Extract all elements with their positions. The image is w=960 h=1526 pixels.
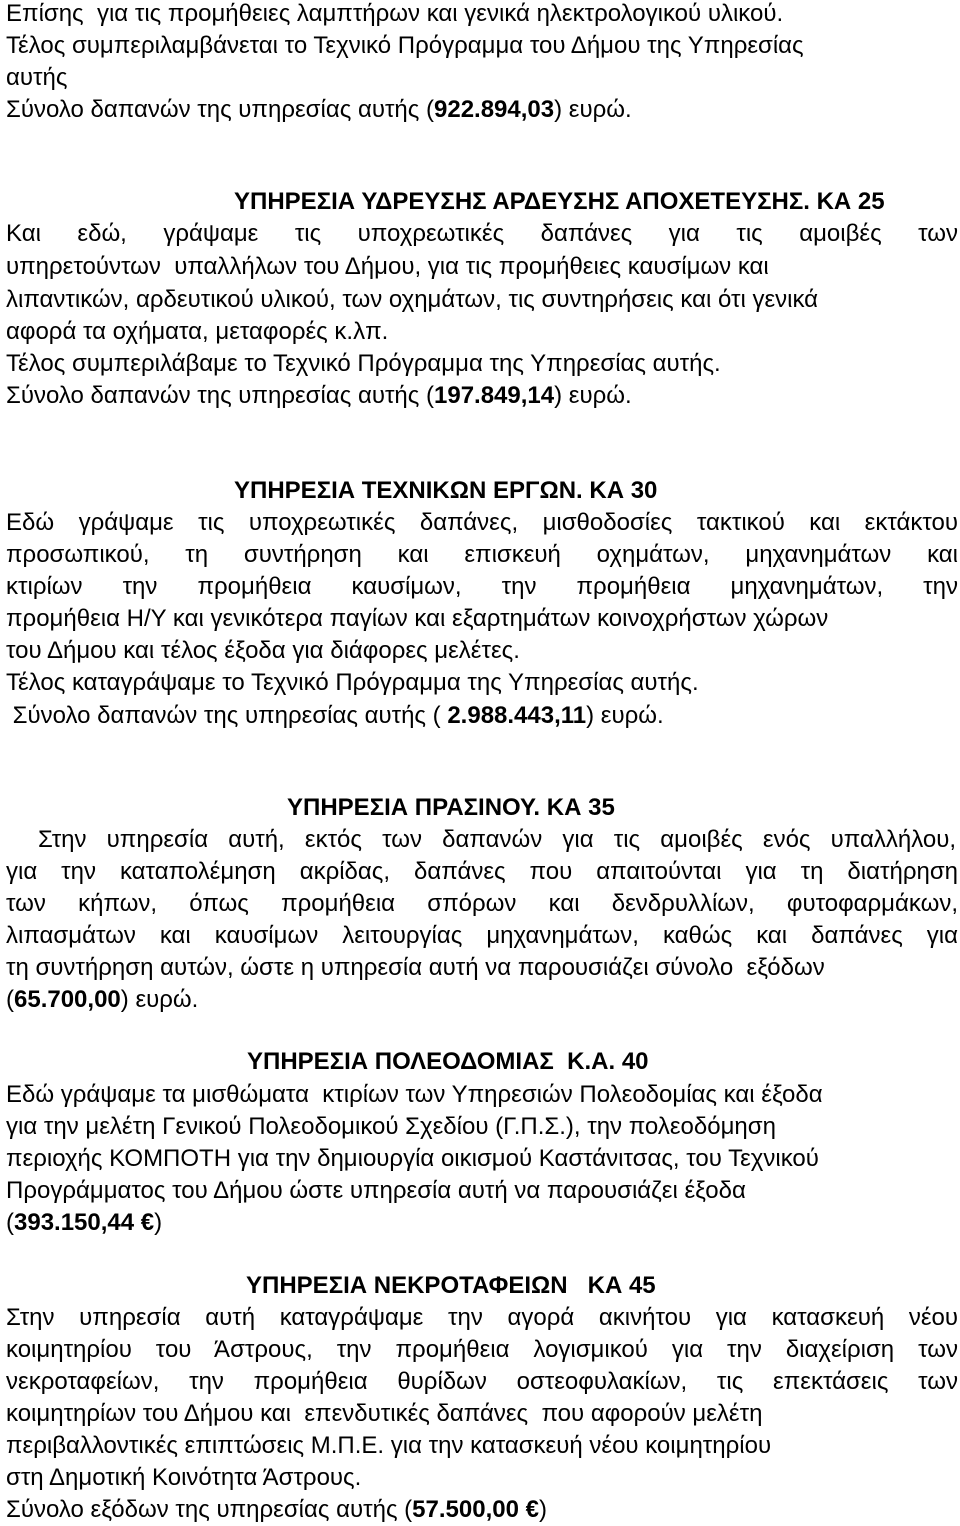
section-40-line-2: για την μελέτη Γενικού Πολεοδομικού Σχεδίου (Γ.Π.Σ.), την πολεοδόμηση [6, 1113, 776, 1140]
section-45-line-3: νεκροταφείων, την προμήθεια θυρίδων οστεοφυλακίων, τις επεκτάσεις των [6, 1368, 958, 1395]
section-30-heading: ΥΠΗΡΕΣΙΑ ΤΕΧΝΙΚΩΝ ΕΡΓΩΝ. ΚΑ 30 [234, 477, 658, 504]
section-25-total [6, 382, 958, 410]
section-30-total-suffix: ) ευρώ. [586, 702, 664, 729]
section-35-line-4: λιπασμάτων και καυσίμων λειτουργίας μηχανημάτων, καθώς και δαπάνες για [6, 922, 958, 949]
intro-line-2: Τέλος συμπεριλαμβάνεται το Τεχνικό Πρόγραμμα του Δήμου της Υπηρεσίας [6, 32, 804, 59]
section-45-total-amount: 57.500,00 € [412, 1496, 539, 1523]
section-45-total-suffix: ) [538, 1496, 547, 1523]
section-25-line-5: Τέλος συμπεριλάβαμε το Τεχνικό Πρόγραμμα της Υπηρεσίας αυτής. [6, 350, 721, 377]
section-45-line-1: Στην υπηρεσία αυτή καταγράψαμε την αγορά ακινήτου για κατασκευή νέου [6, 1304, 958, 1331]
section-40-total-prefix: ( [6, 1209, 14, 1236]
section-25-line-3: λιπαντικών, αρδευτικού υλικού, των οχημάτων, τις συντηρήσεις και ότι γενικά [6, 286, 819, 313]
section-35-line-3: των κήπων, όπως προμήθεια σπόρων και δενδρυλλίων, φυτοφαρμάκων, [6, 890, 958, 917]
section-25-heading: ΥΠΗΡΕΣΙΑ ΥΔΡΕΥΣΗΣ ΑΡΔΕΥΣΗΣ ΑΠΟΧΕΤΕΥΣΗΣ. ΚΑ 25 [234, 188, 885, 215]
section-45-total [6, 1496, 958, 1524]
section-40-total [6, 1209, 958, 1237]
section-30-line-5: του Δήμου και τέλος έξοδα για διάφορες μελέτες. [6, 637, 520, 664]
section-45-line-6: στη Δημοτική Κοινότητα Άστρους. [6, 1464, 362, 1491]
section-30-line-6: Τέλος καταγράψαμε το Τεχνικό Πρόγραμμα της Υπηρεσίας αυτής. [6, 669, 699, 696]
section-45-heading: ΥΠΗΡΕΣΙΑ ΝΕΚΡΟΤΑΦΕΙΩΝ ΚΑ 45 [246, 1272, 656, 1299]
section-35-total-suffix: ) ευρώ. [120, 986, 199, 1013]
section-35-total-prefix: ( [6, 986, 14, 1013]
section-30-line-1: Εδώ γράψαμε τις υποχρεωτικές δαπάνες, μισθοδοσίες τακτικού και εκτάκτου [6, 509, 958, 536]
section-40-total-suffix: ) [154, 1209, 163, 1236]
section-25-total-prefix: Σύνολο δαπανών της υπηρεσίας αυτής ( [6, 382, 434, 409]
section-30-total-amount: 2.988.443,11 [447, 702, 587, 729]
section-35-total [6, 986, 958, 1014]
intro-total-suffix: ) ευρώ. [554, 96, 632, 123]
section-25-line-2: υπηρετούντων υπαλλήλων του Δήμου, για τις προμήθειες καυσίμων και [6, 253, 769, 280]
section-35-line-2: για την καταπολέμηση ακρίδας, δαπάνες που απαιτούνται για τη διατήρηση [6, 858, 958, 885]
section-35-heading: ΥΠΗΡΕΣΙΑ ΠΡΑΣΙΝΟΥ. ΚΑ 35 [287, 794, 615, 821]
section-35-line-1: Στην υπηρεσία αυτή, εκτός των δαπανών για τις αμοιβές ενός υπαλλήλου, [38, 826, 956, 853]
section-25-line-1: Και εδώ, γράψαμε τις υποχρεωτικές δαπάνες για τις αμοιβές των [6, 220, 958, 247]
section-40-line-1: Εδώ γράψαμε τα μισθώματα κτιρίων των Υπηρεσιών Πολεοδομίας και έξοδα [6, 1081, 823, 1108]
section-30-total [6, 702, 958, 730]
section-25-total-suffix: ) ευρώ. [554, 382, 632, 409]
section-40-line-3: περιοχής ΚΟΜΠΟΤΗ για την δημιουργία οικισμού Καστάνιτσας, του Τεχνικού [6, 1145, 819, 1172]
section-30-total-prefix: Σύνολο δαπανών της υπηρεσίας αυτής ( [6, 702, 448, 729]
section-45-line-5: περιβαλλοντικές επιπτώσεις Μ.Π.Ε. για την κατασκευή νέου κοιμητηρίου [6, 1432, 772, 1459]
section-25-total-amount: 197.849,14 [434, 382, 555, 409]
section-30-line-4: προμήθεια Η/Υ και γενικότερα παγίων και εξαρτημάτων κοινοχρήστων χώρων [6, 605, 829, 632]
intro-total [6, 96, 958, 124]
section-45-total-prefix: Σύνολο εξόδων της υπηρεσίας αυτής ( [6, 1496, 413, 1523]
section-30-line-2: προσωπικού, τη συντήρηση και επισκευή οχημάτων, μηχανημάτων και [6, 541, 958, 568]
section-35-line-5: τη συντήρηση αυτών, ώστε η υπηρεσία αυτή να παρουσιάζει σύνολο εξόδων [6, 954, 825, 981]
section-30-line-3: κτιρίων την προμήθεια καυσίμων, την προμήθεια μηχανημάτων, την [6, 573, 958, 600]
section-40-total-amount: 393.150,44 € [14, 1209, 155, 1236]
section-40-line-4: Προγράμματος του Δήμου ώστε υπηρεσία αυτή να παρουσιάζει έξοδα [6, 1177, 746, 1204]
intro-line-3: αυτής [6, 64, 68, 91]
intro-total-prefix: Σύνολο δαπανών της υπηρεσίας αυτής ( [6, 96, 434, 123]
section-45-line-4: κοιμητηρίων του Δήμου και επενδυτικές δαπάνες που αφορούν μελέτη [6, 1400, 763, 1427]
section-40-heading: ΥΠΗΡΕΣΙΑ ΠΟΛΕΟΔΟΜΙΑΣ Κ.Α. 40 [247, 1048, 649, 1075]
intro-total-amount: 922.894,03 [434, 96, 555, 123]
intro-line-1: Επίσης για τις προμήθειες λαμπτήρων και γενικά ηλεκτρολογικού υλικού. [6, 0, 784, 27]
section-45-line-2: κοιμητηρίου του Άστρους, την προμήθεια λογισμικού για την διαχείριση των [6, 1336, 958, 1363]
section-25-line-4: αφορά τα οχήματα, μεταφορές κ.λπ. [6, 318, 389, 345]
section-35-total-amount: 65.700,00 [14, 986, 121, 1013]
